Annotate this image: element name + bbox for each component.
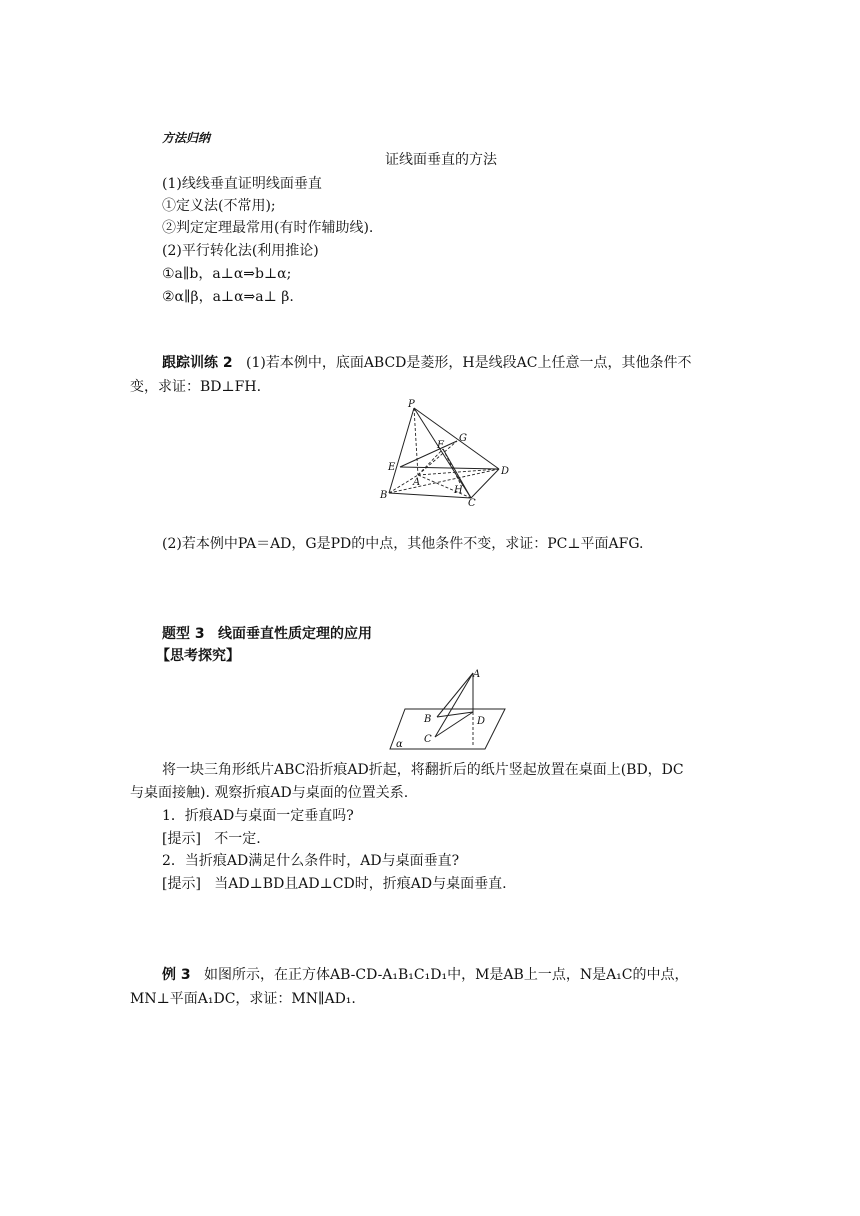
pyramid-label-a: A [413, 477, 421, 488]
pyramid-figure [375, 395, 515, 507]
training-question-1-line-1 [162, 353, 691, 373]
pyramid-label-g: G [459, 433, 467, 444]
type3-intro-line-1: 将一块三角形纸片ABC沿折痕AD折起，将翻折后的纸片竖起放置在桌面上(BD，DC [162, 762, 684, 778]
method-line-5: ①a∥b，a⊥α⇒b⊥α; [162, 266, 292, 282]
pyramid-label-c: C [468, 498, 476, 507]
example3-label: 例 3 [162, 967, 191, 983]
pyramid-label-e: E [388, 462, 396, 473]
pyramid-label-h: H [454, 485, 463, 496]
hint-text-1: 不一定. [214, 831, 261, 847]
method-summary-label: 方法归纳 [162, 131, 211, 145]
folded-label-b: B [424, 714, 432, 725]
method-line-1: (1)线线垂直证明线面垂直 [162, 176, 322, 192]
folded-label-d: D [477, 716, 486, 727]
method-line-4: (2)平行转化法(利用推论) [162, 243, 319, 259]
think-explore-label: 【思考探究】 [156, 648, 240, 664]
pyramid-label-f: F [437, 440, 444, 451]
type3-label: 题型 3 [162, 626, 205, 642]
folded-label-alpha: α [396, 739, 403, 750]
type3-intro-line-2: 与桌面接触). 观察折痕AD与桌面的位置关系. [130, 785, 409, 801]
method-title: 证线面垂直的方法 [385, 152, 497, 168]
pyramid-label-d: D [501, 466, 510, 477]
type3-answer-1 [162, 829, 261, 849]
method-line-2: ①定义法(不常用); [162, 198, 276, 214]
type3-question-1: 1．折痕AD与桌面一定垂直吗? [162, 808, 354, 824]
training-q1-text: (1)若本例中，底面ABCD是菱形，H是线段AC上任意一点，其他条件不 [245, 355, 692, 371]
hint-label-2: [提示] [162, 876, 201, 892]
folded-label-a: A [473, 669, 481, 680]
type3-answer-2 [162, 874, 507, 894]
hint-text-2: 当AD⊥BD且AD⊥CD时，折痕AD与桌面垂直. [214, 876, 507, 892]
folded-label-c: C [424, 734, 432, 745]
example3-line-2: MN⊥平面A₁DC，求证：MN∥AD₁. [130, 991, 356, 1007]
type3-title: 线面垂直性质定理的应用 [217, 626, 372, 642]
folded-triangle-figure [385, 665, 510, 753]
example3-text: 如图所示，在正方体AB-CD-A₁B₁C₁D₁中，M是AB上一点，N是A₁C的中点， [203, 967, 689, 983]
method-line-3: ②判定定理最常用(有时作辅助线). [162, 220, 374, 236]
method-line-6: ②α∥β，a⊥α⇒a⊥ β. [162, 289, 294, 305]
training-question-2: (2)若本例中PA＝AD，G是PD的中点，其他条件不变，求证：PC⊥平面AFG. [162, 536, 644, 552]
type3-heading [162, 624, 372, 644]
type3-question-2: 2．当折痕AD满足什么条件时，AD与桌面垂直? [162, 853, 460, 869]
pyramid-label-p: P [408, 399, 415, 410]
hint-label-1: [提示] [162, 831, 201, 847]
training-label: 跟踪训练 2 [162, 355, 233, 371]
pyramid-label-b: B [380, 490, 388, 501]
training-question-1-line-2: 变，求证：BD⊥FH. [130, 379, 262, 395]
example3-line-1 [162, 965, 689, 985]
